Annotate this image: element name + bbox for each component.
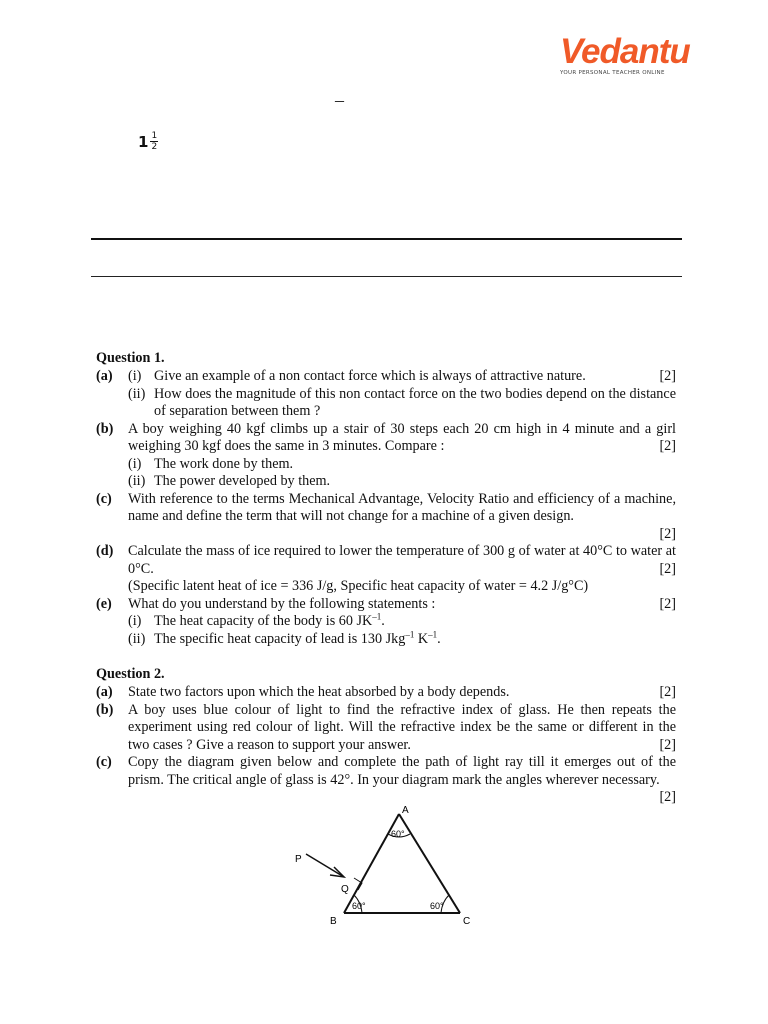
divider-rule-top [91, 238, 682, 240]
subpart-label: (ii) [128, 385, 146, 402]
marks: [2] [659, 525, 676, 542]
question-1b [96, 421, 676, 491]
question-text: What do you understand by the following statements : [128, 595, 436, 612]
question-text: The work done by them. [154, 455, 294, 472]
part-label: (a) [96, 368, 113, 384]
vertex-label-c: C [463, 916, 471, 927]
question-2b [96, 702, 676, 755]
question-1e-i [128, 613, 676, 631]
fraction-part [150, 131, 158, 152]
part-label: (d) [96, 543, 114, 559]
marks: [2] [659, 736, 676, 753]
part-label: (e) [96, 595, 112, 612]
question-text [154, 613, 676, 631]
question-1a [96, 368, 676, 421]
subpart-label: (i) [128, 613, 142, 629]
question-content [96, 350, 676, 807]
question-1a-i [128, 368, 676, 386]
part-label: (b) [96, 420, 114, 437]
question-text: State two factors upon which the heat absorbed by a body depends. [128, 684, 510, 700]
text-run: . [381, 613, 385, 629]
mixed-fraction [138, 131, 158, 152]
marks: [2] [659, 368, 676, 384]
fraction-denominator: 2 [151, 142, 158, 152]
question-text: The power developed by them. [154, 473, 331, 489]
question-1a-ii [128, 386, 676, 421]
question-1d [96, 543, 676, 596]
header-dash: – [335, 90, 344, 110]
question-text: Give an example of a non contact force which is always of attractive nature. [154, 368, 586, 384]
subpart-label: (i) [128, 368, 142, 384]
superscript: –1 [372, 611, 382, 622]
marks: [2] [659, 684, 676, 700]
question-1e [96, 596, 676, 649]
question-2c [96, 754, 676, 805]
fraction-whole: 1 [138, 132, 149, 151]
superscript: –1 [405, 628, 415, 639]
subpart-label: (ii) [128, 630, 146, 647]
part-label: (c) [96, 754, 112, 770]
angle-label-a: 60° [391, 829, 405, 839]
prism-diagram [282, 800, 492, 930]
point-label-q: Q [341, 884, 349, 895]
question-note: (Specific latent heat of ice = 336 J/g, Specific heat capacity of water = 4.2 J/g°C) [128, 578, 589, 594]
marks: [2] [659, 595, 676, 612]
question-1b-i [128, 456, 676, 474]
marks: [2] [659, 789, 676, 805]
question-2a [96, 684, 676, 702]
question-1b-ii [128, 473, 676, 491]
angle-label-b: 60° [352, 901, 366, 911]
text-run: The heat capacity of the body is 60 JK [154, 613, 373, 629]
question-1c [96, 491, 676, 544]
vertex-label-a: A [402, 805, 409, 816]
divider-rule-bottom [91, 276, 682, 277]
question-text: With reference to the terms Mechanical Advantage, Velocity Ratio and efficiency of a machine, name and define the term that will not change for a machine of a given design. [128, 490, 676, 524]
part-label: (c) [96, 490, 112, 507]
superscript: –1 [428, 628, 438, 639]
question-text: Copy the diagram given below and complete the path of light ray till it emerges out of the prism. The critical angle of glass is 42°. In your diagram mark the angles wherever necessary. [128, 754, 676, 788]
question-text [154, 628, 676, 649]
prism-side-ac [399, 814, 460, 913]
incident-ray [306, 854, 344, 877]
question-1-title: Question 1. [96, 350, 165, 366]
fraction-numerator: 1 [151, 131, 158, 141]
part-label: (a) [96, 684, 113, 700]
logo-tagline: YOUR PERSONAL TEACHER ONLINE [560, 70, 665, 76]
vertex-label-b: B [330, 916, 337, 927]
point-label-p: P [295, 854, 302, 865]
marks: [2] [659, 438, 676, 454]
question-text: How does the magnitude of this non contact force on the two bodies depend on the distance of separation between them ? [154, 385, 676, 419]
part-label: (b) [96, 701, 114, 718]
question-text: Calculate the mass of ice required to lower the temperature of 300 g of water at 40°C to water at 0°C. [128, 543, 676, 577]
logo-wordmark: Vedantu [560, 32, 690, 71]
question-text: A boy uses blue colour of light to find the refractive index of glass. He then repeats the experiment using red colour of light. Will the refractive index be the same or different in the two cases ? Give a reason to support your answer. [128, 701, 676, 753]
subpart-label: (i) [128, 455, 142, 472]
question-text: A boy weighing 40 kgf climbs up a stair of 30 steps each 20 cm high in 4 minute and a girl weighing 30 kgf does the same in 3 minutes. Compare : [128, 420, 676, 454]
text-run: The specific heat capacity of lead is 130 Jkg [154, 630, 406, 647]
question-2-title: Question 2. [96, 666, 165, 682]
subpart-label: (ii) [128, 473, 146, 489]
text-run: . [437, 630, 441, 647]
text-run: K [414, 630, 429, 647]
vedantu-logo [560, 32, 690, 76]
question-gap [96, 648, 676, 666]
marks: [2] [659, 560, 676, 577]
angle-label-c: 60° [430, 901, 444, 911]
question-1e-ii [128, 628, 676, 649]
